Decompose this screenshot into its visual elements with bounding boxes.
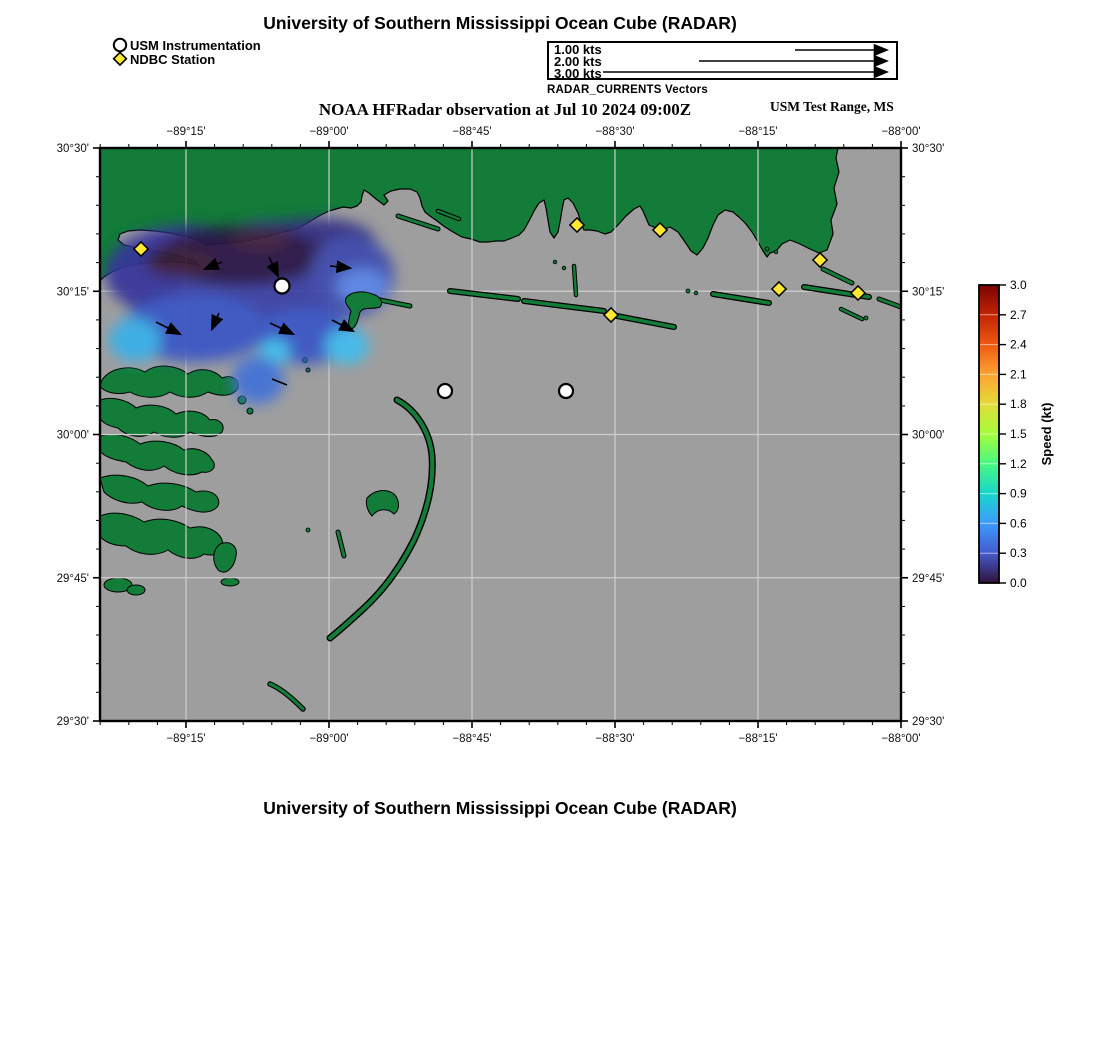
colorbar-tick-label: 2.7 bbox=[1010, 307, 1027, 322]
colorbar bbox=[979, 278, 1054, 590]
vector-scale-1kt: 1.00 kts bbox=[554, 42, 602, 57]
axis-tick-label: −89°00' bbox=[309, 126, 349, 138]
axis-tick-label: 29°45' bbox=[56, 572, 89, 585]
colorbar-tick-label: 1.2 bbox=[1010, 456, 1027, 471]
vector-scale-2kt: 2.00 kts bbox=[554, 54, 602, 69]
usm-station-marker bbox=[275, 279, 290, 294]
axis-tick-label: 30°15' bbox=[56, 286, 89, 299]
colorbar-tick-label: 1.5 bbox=[1010, 427, 1027, 441]
axis-tick-label: −88°00' bbox=[881, 733, 921, 745]
page-title: University of Southern Mississippi Ocean Cube (RADAR) bbox=[263, 13, 737, 33]
axis-tick-label: 30°30' bbox=[912, 143, 945, 155]
axis-tick-label: 30°30' bbox=[56, 143, 89, 155]
axis-tick-label: −88°30' bbox=[595, 126, 635, 138]
axis-tick-label: −88°00' bbox=[881, 126, 921, 138]
colorbar-tick-label: 1.8 bbox=[1010, 397, 1027, 412]
usm-station-marker bbox=[559, 384, 573, 398]
colorbar-tick-label: 3.0 bbox=[1010, 278, 1027, 292]
axis-tick-label: −88°30' bbox=[595, 733, 635, 745]
axis-tick-label: −89°15' bbox=[166, 126, 206, 138]
colorbar-tick-labels bbox=[1010, 278, 1027, 590]
axis-tick-label: −88°15' bbox=[738, 733, 778, 745]
colorbar-tick-label: 0.6 bbox=[1010, 516, 1027, 531]
colorbar-tick-label: 0.3 bbox=[1010, 546, 1027, 561]
colorbar-tick-label: 2.1 bbox=[1010, 367, 1027, 382]
vector-scale-3kt: 3.00 kts bbox=[554, 66, 602, 81]
colorbar-tick-label: 2.4 bbox=[1010, 337, 1027, 352]
legend-label-usm: USM Instrumentation bbox=[130, 38, 261, 53]
axis-tick-label: −88°45' bbox=[452, 733, 492, 745]
colorbar-tick-label: 0.9 bbox=[1010, 486, 1027, 501]
usm-station-marker bbox=[438, 384, 452, 398]
observation-subtitle: NOAA HFRadar observation at Jul 10 2024 09:00Z bbox=[318, 100, 692, 119]
axis-tick-label: −88°45' bbox=[452, 126, 492, 138]
vector-scale-caption: RADAR_CURRENTS Vectors bbox=[547, 84, 708, 96]
colorbar-ticks bbox=[999, 285, 1006, 583]
region-label: USM Test Range, MS bbox=[770, 99, 894, 114]
axis-tick-label: −89°15' bbox=[166, 733, 206, 745]
footer-title: University of Southern Mississippi Ocean Cube (RADAR) bbox=[263, 798, 737, 818]
axis-tick-label: −88°15' bbox=[738, 126, 778, 138]
axis-tick-label: 30°15' bbox=[912, 286, 945, 299]
axis-tick-label: 29°30' bbox=[56, 716, 89, 728]
colorbar-tick-label: 0.0 bbox=[1010, 576, 1027, 590]
axis-tick-label: −89°00' bbox=[309, 733, 349, 745]
axis-tick-label: 29°30' bbox=[912, 716, 945, 728]
axis-tick-label: 30°00' bbox=[912, 429, 945, 442]
speed-axis-title: Speed (kt) bbox=[1039, 402, 1054, 466]
axis-tick-label: 30°00' bbox=[56, 429, 89, 442]
axis-tick-label: 29°45' bbox=[912, 572, 945, 585]
legend-label-ndbc: NDBC Station bbox=[130, 52, 216, 67]
